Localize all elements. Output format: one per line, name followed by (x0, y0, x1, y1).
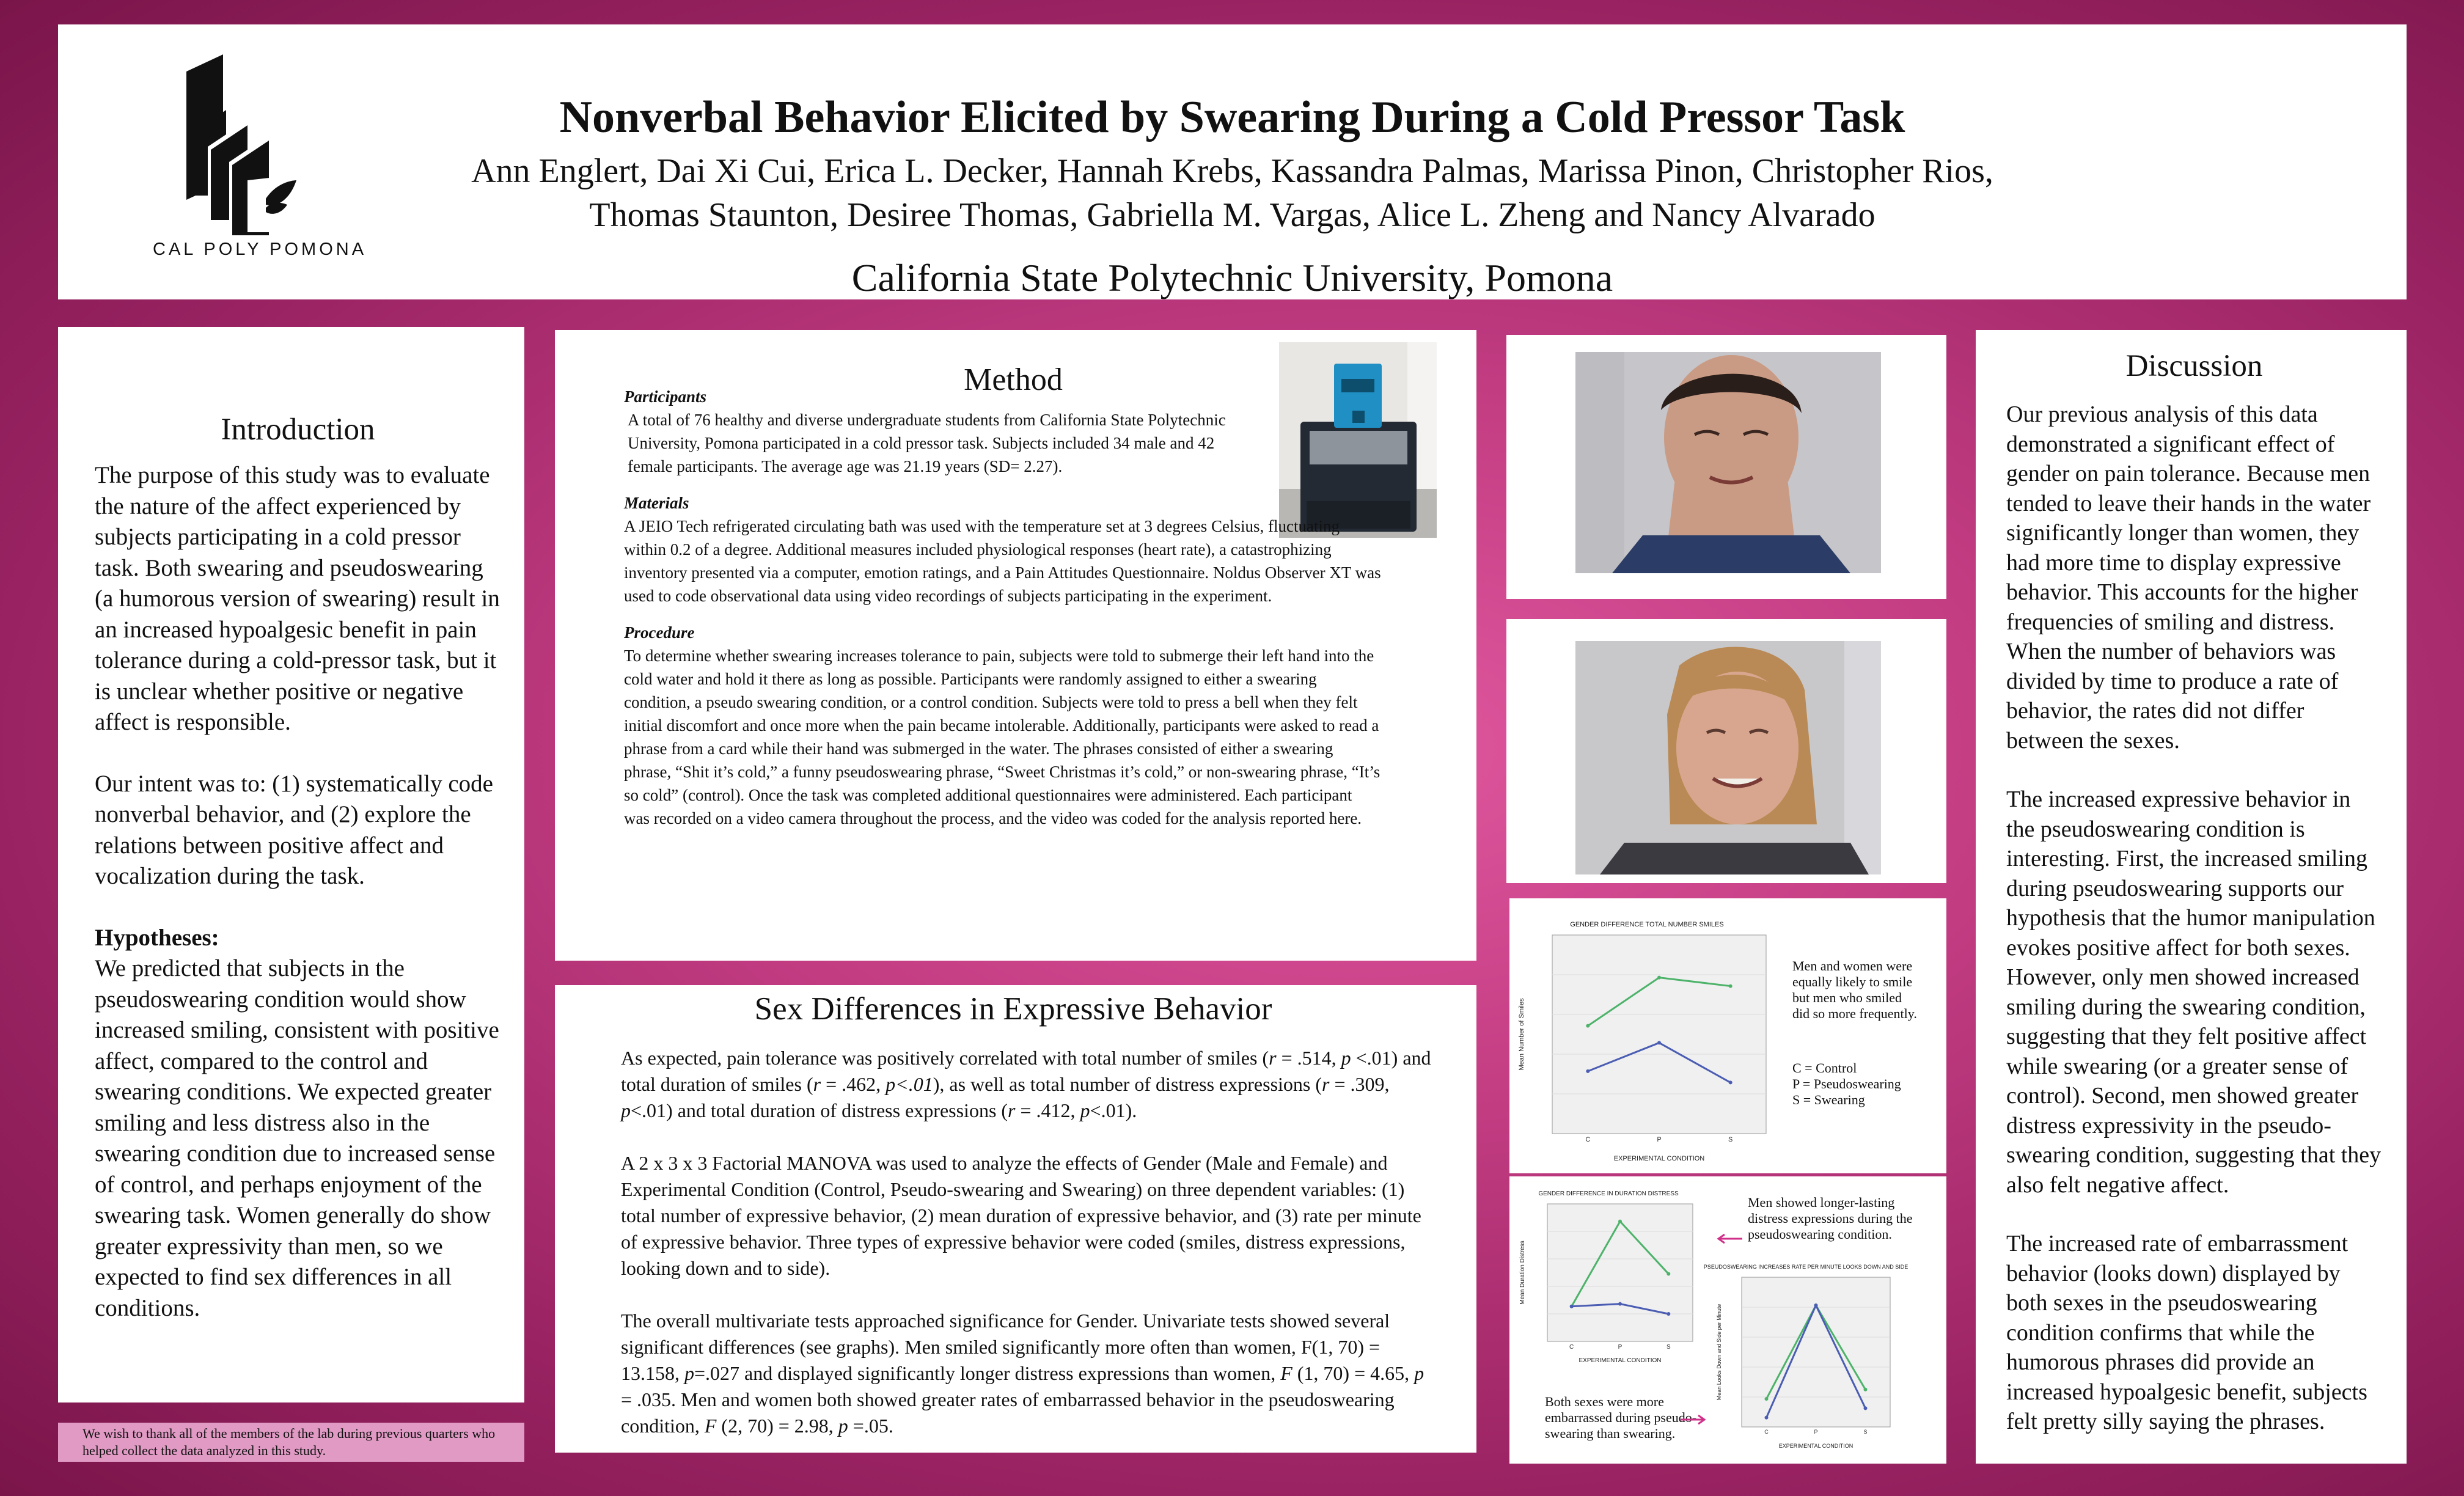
distress-embarrassment-chart-panel (1509, 1176, 1946, 1464)
data-point (1765, 1397, 1769, 1401)
data-point (1657, 1041, 1661, 1044)
materials-heading: Materials (624, 494, 689, 512)
distress-chart-note: Men showed longer-lasting distress expressions during the pseudoswearing condition. (1748, 1195, 1913, 1242)
method-panel (555, 330, 1476, 961)
x-axis-label: EXPERIMENTAL CONDITION (1613, 1155, 1705, 1162)
looks-down-rate-line-chart (1703, 1259, 1909, 1451)
distress-duration-line-chart (1517, 1182, 1700, 1366)
hypotheses-paragraph: We predicted that subjects in the pseudoswearing condition would show increased smiling, consistent with positive affect, compared to the control and swearing conditions. We expected greater smiling and less distress also in the swearing condition due to increased sense of control, and perhaps enjoyment of the swearing task. Women generally do show greater expressivity than men, so we expected to find sex differences in all conditions. (95, 955, 499, 1321)
x-tick-label: S (1728, 1136, 1733, 1143)
smiles-chart-note: Men and women were equally likely to smile but men who smiled did so more frequently. (1792, 958, 1917, 1021)
y-axis-label: Mean Duration Distress (1519, 1241, 1526, 1305)
condition-legend (1792, 1060, 1933, 1108)
plot-area (1552, 935, 1766, 1134)
university-name: California State Polytechnic University, Pomona (851, 256, 1613, 299)
x-tick-label: C (1585, 1136, 1591, 1143)
arrow-right-icon (1678, 1414, 1708, 1426)
x-tick-label: P (1657, 1136, 1662, 1143)
y-axis-label: Mean Number of Smiles (1518, 998, 1525, 1071)
correlation-paragraph: As expected, pain tolerance was positively correlated with total number of smiles (r = .514, p <.01) and total duration of smiles (r = .462, p<.01), as well as total number of distress expressions (r = .309, p<.01) and total duration of distress expressions (r = .412, p<.01). (621, 1047, 1431, 1121)
intro-paragraph-2: Our intent was to: (1) systematically code nonverbal behavior, and (2) explore the relations between positive affect and vocalization during the task. (95, 770, 493, 889)
male-subject-photo-panel (1506, 335, 1946, 599)
participants-heading: Participants (624, 387, 707, 406)
chart-title: GENDER DIFFERENCE IN DURATION DISTRESS (1538, 1190, 1679, 1197)
y-axis-label: Mean Looks Down and Side per Minute (1716, 1304, 1722, 1401)
x-tick-label: P (1814, 1429, 1818, 1435)
male-subject-grimace-photo (1575, 352, 1881, 573)
acknowledgment-box: We wish to thank all of the members of the lab during previous quarters who helped collect the data analyzed in this study. (58, 1423, 524, 1462)
x-tick-label: C (1569, 1344, 1574, 1351)
intro-paragraph-1: The purpose of this study was to evaluate the nature of the affect experienced by subjects participating in a cold pressor task. Both swearing and pseudoswearing (a humorous version of swearing) result in an increased hypoalgesic benefit in pain tolerance during a cold-pressor task, but it is unclear whether positive or negative affect is responsible. (95, 462, 500, 735)
data-point (1618, 1220, 1622, 1223)
poster-header (58, 24, 2407, 299)
x-axis-label: EXPERIMENTAL CONDITION (1579, 1357, 1662, 1364)
method-heading: Method (964, 362, 1063, 398)
female-subject-photo-panel (1506, 619, 1946, 883)
participants-text: A total of 76 healthy and diverse undergraduate students from California State Polytechnic University, Pomona participated in a cold pressor task. Subjects included 34 male and 42 female participants. The average age was 21.19 years (SD= 2.27). (628, 411, 1226, 475)
data-point (1618, 1302, 1622, 1306)
data-point (1667, 1272, 1670, 1276)
logo-text: CAL POLY POMONA (153, 240, 367, 259)
discussion-heading: Discussion (2125, 349, 2263, 383)
procedure-heading: Procedure (624, 623, 695, 642)
arrow-left-icon (1715, 1233, 1745, 1245)
plot-area (1742, 1277, 1890, 1427)
data-point (1570, 1305, 1574, 1308)
discussion-paragraph-2: The increased expressive behavior in the pseudoswearing condition is interesting. First, the increased smiling during pseudoswearing supports our hypothesis that the humor manipulation evokes positive affect for both sexes. However, only men showed increased smiling during the swearing condition, suggesting that they felt positive affect while swearing (or a greater sense of control). Second, men showed greater distress expressivity in the pseudo-swearing condition, suggesting that they also felt negative affect. (2006, 787, 2382, 1198)
female-subject-smile-photo (1575, 641, 1881, 875)
data-point (1729, 985, 1733, 988)
legend-swearing: S = Swearing (1792, 1092, 1865, 1107)
legend-control: C = Control (1792, 1060, 1857, 1076)
data-point (1765, 1416, 1769, 1420)
results-paragraph: The overall multivariate tests approached significance for Gender. Univariate tests showed several significant differences (see graphs). Men smiled significantly more often than women, F(1, 70) = 13.158, p=.027 and displayed significantly longer distress expressions than women, F (1, 70) = 4.65, p = .035. Men and women both showed greater rates of embarrassed behavior in the pseudoswearing condition, F (2, 70) = 2.98, p =.05. (621, 1310, 1425, 1437)
data-point (1586, 1024, 1590, 1028)
procedure-text: To determine whether swearing increases tolerance to pain, subjects were told to submerge their left hand into the cold water and hold it there as long as possible. Participants were randomly assigned to either a swearing condition, a pseudo swearing condition, or a control condition. Subjects were told to press a bell when they felt initial discomfort and once more when the pain became intolerable. Additionally, participants were asked to read a phrase from a card while their hand was submerged in the water. The phrases consisted of either a swearing phrase, “Shit it’s cold,” a funny pseudoswearing phrase, “Sweet Christmas it’s cold,” or non-swearing phrase, “It’s so cold” (control). Once the task was completed additional questionnaires were administered. Each participant was recorded on a video camera throughout the process, and the video was coded for the analysis reported here. (624, 647, 1380, 827)
poster-title: Nonverbal Behavior Elicited by Swearing During a Cold Pressor Task (559, 92, 1905, 142)
materials-text: A JEIO Tech refrigerated circulating bath was used with the temperature set at 3 degrees Celsius, fluctuating within 0.2 of a degree. Additional measures included physiological responses (heart rate), a catastrophizing inventory presented via a computer, emotion ratings, and a Pain Attitudes Questionnaire. Noldus Observer XT was used to code observational data using video recordings of subjects participating in the experiment. (624, 517, 1381, 605)
plot-area (1547, 1204, 1693, 1341)
introduction-panel (58, 327, 524, 1402)
data-point (1729, 1080, 1733, 1084)
embarrassment-chart-note: Both sexes were more embarrassed during pseudo-swearing than swearing. (1545, 1394, 1697, 1441)
x-tick-label: S (1666, 1344, 1671, 1351)
chart-title: PSEUDOSWEARING INCREASES RATE PER MINUTE LOOKS DOWN AND SIDE (1703, 1264, 1909, 1270)
discussion-paragraph-1: Our previous analysis of this data demonstrated a significant effect of gender on pain tolerance. Because men tended to leave their hands in the water significantly longer than women, they had more time to display expressive behavior. This accounts for the higher frequencies of smiling and distress. When the number of behaviors was divided by time to produce a rate of behavior, the rates did not differ between the sexes. (2006, 402, 2371, 754)
sex-differences-heading: Sex Differences in Expressive Behavior (754, 991, 1272, 1027)
method-body (624, 385, 1382, 830)
sex-differences-body (621, 1045, 1440, 1439)
data-point (1864, 1406, 1868, 1410)
authors-line-1: Ann Englert, Dai Xi Cui, Erica L. Decker, Hannah Krebs, Kassandra Palmas, Marissa Pinon, Christopher Rios, (471, 152, 1993, 190)
discussion-paragraph-3: The increased rate of embarrassment behavior (looks down) displayed by both sexes in the pseudoswearing condition confirms that while the humorous phrases did provide an increased hypoalgesic benefit, subjects felt pretty silly saying the phrases. (2006, 1231, 2367, 1434)
discussion-panel (1976, 330, 2407, 1464)
smiles-chart-panel (1509, 898, 1946, 1173)
data-point (1864, 1388, 1868, 1392)
hypotheses-heading: Hypotheses: (95, 924, 219, 951)
x-axis-label: EXPERIMENTAL CONDITION (1778, 1443, 1854, 1449)
x-tick-label: S (1863, 1429, 1868, 1435)
manova-paragraph: A 2 x 3 x 3 Factorial MANOVA was used to analyze the effects of Gender (Male and Female) and Experimental Condition (Control, Pseudo-swearing and Swearing) on three dependent variables: (1) total number of expressive behavior, (2) mean duration of expressive behavior, and (3) rate per minute of expressive behavior. Three types of expressive behavior were coded (smiles, distress expressions, looking down and to side). (621, 1152, 1421, 1279)
sex-differences-panel (555, 985, 1476, 1453)
legend-pseudoswearing: P = Pseudoswearing (1792, 1076, 1901, 1091)
introduction-heading: Introduction (221, 413, 375, 447)
x-tick-label: C (1764, 1429, 1769, 1435)
x-tick-label: P (1618, 1344, 1623, 1351)
smiles-line-chart (1516, 908, 1778, 1164)
data-point (1814, 1304, 1818, 1307)
chart-title: GENDER DIFFERENCE TOTAL NUMBER SMILES (1570, 921, 1724, 928)
authors-line-2: Thomas Staunton, Desiree Thomas, Gabriella M. Vargas, Alice L. Zheng and Nancy Alvarado (589, 196, 1876, 234)
data-point (1657, 976, 1661, 980)
data-point (1586, 1069, 1590, 1073)
data-point (1667, 1312, 1670, 1316)
